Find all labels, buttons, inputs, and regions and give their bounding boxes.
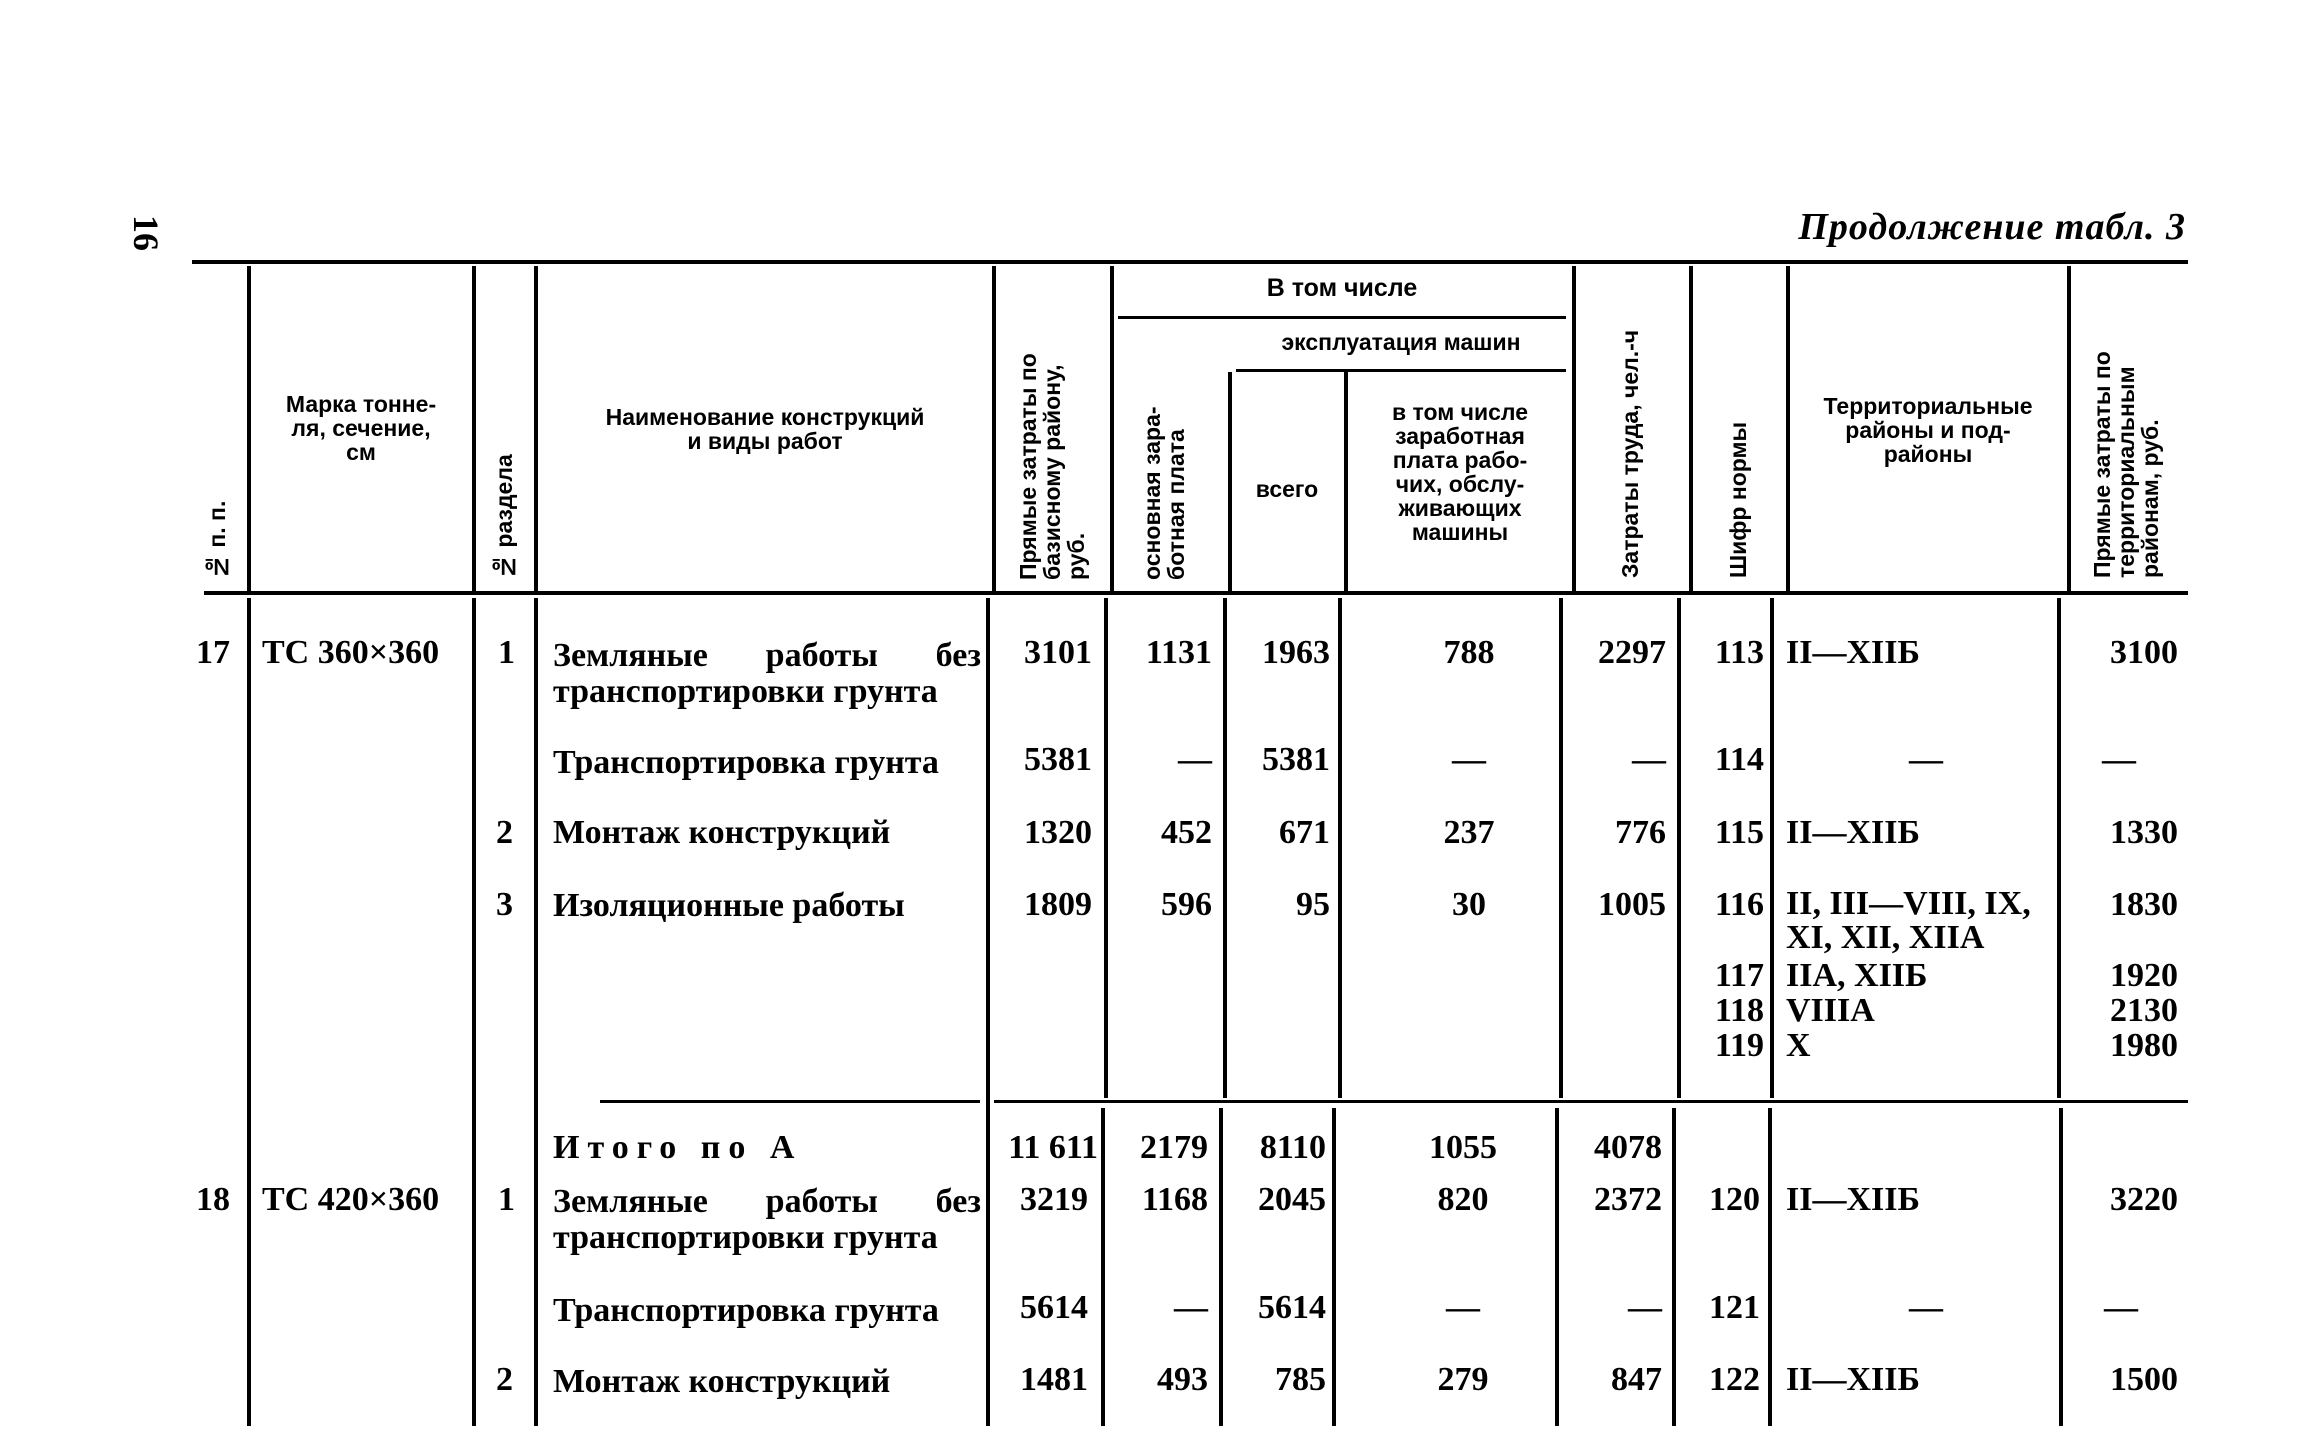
norm-code: 119	[1714, 1027, 1764, 1064]
direct-base-cost: 5614	[1020, 1289, 1088, 1326]
subtotal-label: Итого по А	[553, 1129, 803, 1166]
work-name: Транспортировка грунта	[553, 1292, 939, 1329]
machine-total: 5614	[1258, 1289, 1326, 1326]
machine-wage: —	[1446, 1289, 1480, 1326]
header-norm-code: Шифр нормы	[1725, 421, 1751, 578]
work-name: Монтаж конструкций	[553, 1363, 891, 1400]
direct-terr-cost: 3220	[2110, 1181, 2178, 1218]
machine-wage: 279	[1437, 1361, 1489, 1398]
section-number: 1	[498, 1181, 515, 1218]
direct-base-cost: 3101	[1024, 634, 1092, 671]
section-number: 3	[496, 886, 513, 923]
regions: II—XIIБ	[1786, 814, 1920, 851]
basic-wage: 1131	[1145, 634, 1212, 671]
table-top-rule	[192, 260, 2188, 264]
section-number: 1	[498, 634, 515, 671]
header-mach-wage: в том числе заработная плата рабо- чих, обслу- живающих машины	[1391, 399, 1529, 545]
machine-total: 671	[1279, 814, 1330, 851]
direct-terr-cost: —	[2104, 1289, 2138, 1326]
header-section: № раздела	[491, 454, 517, 580]
norm-code: 122	[1709, 1361, 1760, 1398]
work-name: Транспортировка грунта	[553, 744, 939, 781]
header-direct-base: Прямые затраты по базисному району, руб.	[1015, 353, 1089, 580]
subtotal-rule-left	[600, 1100, 980, 1103]
norm-code: 120	[1709, 1181, 1760, 1218]
header-name: Наименование конструкций и виды работ	[605, 404, 925, 454]
section-number: 2	[496, 1361, 513, 1398]
direct-base-cost: 3219	[1020, 1181, 1088, 1218]
direct-terr-cost: 1920	[2110, 957, 2178, 994]
labor: 1005	[1598, 886, 1666, 923]
direct-terr-cost: —	[2102, 741, 2136, 778]
labor: 2372	[1594, 1181, 1662, 1218]
direct-base-cost: 5381	[1024, 741, 1092, 778]
direct-base-cost: 1809	[1024, 886, 1092, 923]
header-mach-total: всего	[1255, 476, 1319, 502]
labor: —	[1632, 741, 1666, 778]
direct-terr-cost: 3100	[2110, 634, 2178, 671]
regions: II—XIIБ	[1786, 1361, 1920, 1398]
header-mark: Марка тонне- ля, сечение, см	[285, 391, 437, 465]
row-number: 17	[196, 634, 230, 671]
including-rule	[1118, 316, 1566, 319]
basic-wage: 452	[1161, 814, 1212, 851]
machine-total: 785	[1275, 1361, 1326, 1398]
norm-code: 121	[1709, 1289, 1760, 1326]
labor: 4078	[1594, 1129, 1662, 1166]
basic-wage: 1168	[1141, 1181, 1208, 1218]
direct-base-cost: 11 611	[1008, 1129, 1098, 1166]
work-name: Земляные работы без транспортировки грунта	[553, 637, 981, 710]
norm-code: 117	[1714, 957, 1764, 994]
subtotal-rule-right	[994, 1100, 2188, 1103]
norm-code: 114	[1714, 741, 1764, 778]
machine-total: 2045	[1258, 1181, 1326, 1218]
regions: II, III—VIII, IX, XI, XII, XIIА	[1786, 885, 2031, 956]
machine-total: 5381	[1262, 741, 1330, 778]
row-number: 18	[196, 1181, 230, 1218]
direct-terr-cost: 1980	[2110, 1027, 2178, 1064]
tunnel-mark: ТС 420×360	[262, 1181, 440, 1218]
regions: —	[1909, 1289, 1943, 1326]
machine-wage: 1055	[1429, 1129, 1497, 1166]
machine-wage: 788	[1443, 634, 1495, 671]
machine-total: 1963	[1262, 634, 1330, 671]
header-bottom-rule	[204, 591, 2188, 595]
norm-code: 118	[1714, 992, 1764, 1029]
work-name: Монтаж конструкций	[553, 814, 891, 851]
labor: 2297	[1598, 634, 1666, 671]
tunnel-mark: ТС 360×360	[262, 634, 440, 671]
direct-terr-cost: 2130	[2110, 992, 2178, 1029]
header-basic-wage: основная зара- ботная плата	[1139, 406, 1189, 580]
basic-wage: 596	[1161, 886, 1212, 923]
regions: II—XIIБ	[1786, 1181, 1920, 1218]
basic-wage: 493	[1157, 1361, 1208, 1398]
labor: 847	[1611, 1361, 1662, 1398]
regions: —	[1909, 741, 1943, 778]
direct-base-cost: 1481	[1020, 1361, 1088, 1398]
direct-base-cost: 1320	[1024, 814, 1092, 851]
labor: 776	[1615, 814, 1666, 851]
norm-code: 115	[1714, 814, 1764, 851]
regions: II—XIIБ	[1786, 634, 1920, 671]
table-caption: Продолжение табл. 3	[1798, 206, 2186, 248]
machine-wage: 820	[1437, 1181, 1489, 1218]
machine-total: 95	[1296, 886, 1330, 923]
regions: X	[1786, 1027, 1811, 1064]
header-num: № п. п.	[204, 500, 230, 580]
regions: IIА, XIIБ	[1786, 957, 1928, 994]
machine-wage: 30	[1452, 886, 1486, 923]
header-machine-ops: эксплуатация машин	[1281, 329, 1521, 355]
section-number: 2	[496, 814, 513, 851]
header-regions: Территориальные районы и под- районы	[1823, 393, 2033, 467]
direct-terr-cost: 1330	[2110, 814, 2178, 851]
machine-wage: 237	[1443, 814, 1495, 851]
header-including: В том числе	[1266, 274, 1418, 302]
header-labor: Затраты труда, чел.-ч	[1617, 329, 1643, 578]
norm-code: 113	[1714, 634, 1764, 671]
basic-wage: 2179	[1140, 1129, 1208, 1166]
basic-wage: —	[1174, 1289, 1208, 1326]
direct-terr-cost: 1830	[2110, 886, 2178, 923]
regions: VIIIА	[1786, 992, 1875, 1029]
machine-wage: —	[1452, 741, 1486, 778]
basic-wage: —	[1178, 741, 1212, 778]
machine-ops-rule	[1236, 369, 1566, 372]
page-number: 16	[126, 215, 166, 251]
header-direct-terr: Прямые затраты по территориальным районам, руб.	[2089, 351, 2163, 578]
machine-total: 8110	[1259, 1129, 1326, 1166]
direct-terr-cost: 1500	[2110, 1361, 2178, 1398]
norm-code: 116	[1714, 886, 1764, 923]
work-name: Земляные работы без транспортировки грунта	[553, 1183, 981, 1256]
labor: —	[1628, 1289, 1662, 1326]
work-name: Изоляционные работы	[553, 887, 905, 924]
